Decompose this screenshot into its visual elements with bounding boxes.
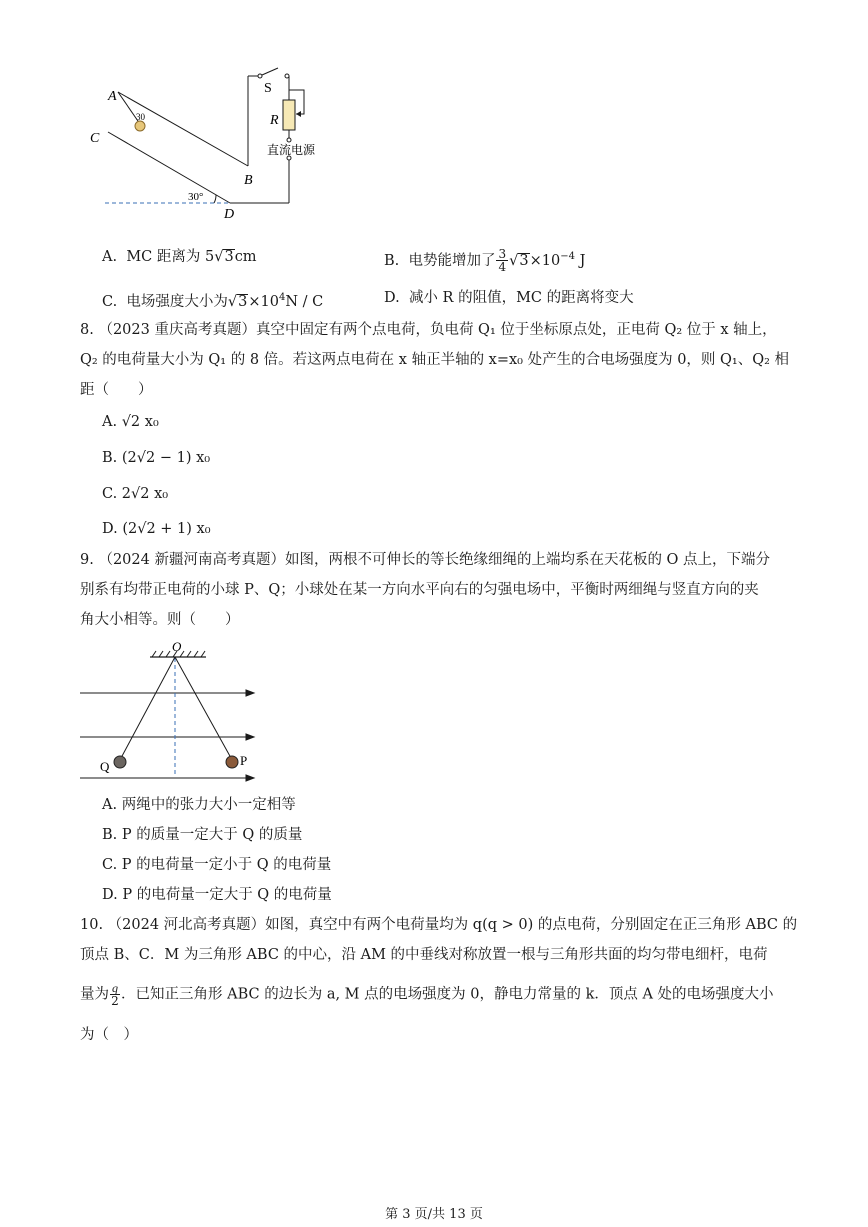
incline-cd bbox=[108, 132, 230, 203]
q10-stem-line3: 量为 $\frac{q}{2}$ ．已知正三角形 ABC 的边长为 a, M 点的电场强度为 0，静电力常量的 k．顶点 A 处的电场强度大小 bbox=[80, 981, 774, 1008]
q9-stem-line3: 角大小相等。则（ ） bbox=[80, 612, 240, 628]
q8-stem-line1: 8. （2023 重庆高考真题）真空中固定有两个点电荷，负电荷 Q₁ 位于坐标原点处，正电荷 Q₂ 位于 x 轴上， bbox=[80, 322, 777, 338]
figure-incline-circuit bbox=[80, 62, 340, 222]
label-p: P bbox=[240, 753, 248, 768]
q7-option-b: B. 电势能增加了 $\frac{3}{4}$ $√3\times 10^{-4}$ J bbox=[384, 247, 586, 275]
string-q bbox=[121, 657, 175, 758]
q8-option-d: D. (2√2 + 1) x₀ bbox=[102, 521, 211, 537]
source-terminal-top bbox=[287, 138, 291, 142]
label-c: C bbox=[90, 131, 100, 146]
ball-q bbox=[114, 756, 126, 768]
q9-stem-line1: 9. （2024 新疆河南高考真题）如图，两根不可伸长的等长绝缘细绳的上端均系在天花板的 O 点上，下端分 bbox=[80, 552, 771, 568]
figure-pendulums bbox=[78, 640, 268, 785]
q8-option-b: B. (2√2 − 1) x₀ bbox=[102, 450, 211, 466]
switch-contact-right bbox=[285, 74, 289, 78]
label-angle-bottom: 30° bbox=[188, 191, 204, 203]
label-s: S bbox=[264, 81, 272, 96]
q9-stem-line2: 别系有均带正电荷的小球 P、Q；小球处在某一方向水平向右的匀强电场中，平衡时两细绳与竖直方向的夹 bbox=[80, 582, 759, 598]
q8-option-c: C. 2√2 x₀ bbox=[102, 486, 169, 502]
q9-option-a: A. 两绳中的张力大小一定相等 bbox=[102, 797, 296, 813]
page-number: 第 3 页/共 13 页 bbox=[385, 1207, 483, 1222]
q10-stem-line4: 为（ ） bbox=[80, 1027, 138, 1043]
q9-option-d: D. P 的电荷量一定大于 Q 的电荷量 bbox=[102, 887, 332, 903]
q10-stem-line1: 10. （2024 河北高考真题）如图，真空中有两个电荷量均为 q(q > 0) 的点电荷，分别固定在正三角形 ABC 的 bbox=[80, 917, 798, 933]
label-r: R bbox=[270, 113, 279, 128]
q7-option-c: C. 电场强度大小为$√3\times 10^4N / C$ bbox=[102, 292, 324, 310]
q8-option-a: A. √2 x₀ bbox=[102, 414, 159, 430]
label-a: A bbox=[108, 89, 117, 104]
switch-blade bbox=[262, 68, 278, 75]
string-p bbox=[175, 657, 231, 758]
q7-option-a: A. MC 距离为 5√3cm bbox=[102, 249, 257, 265]
q8-stem-line2: Q₂ 的电荷量大小为 Q₁ 的 8 倍。若这两点电荷在 x 轴正半轴的 x=x₀ 处产生的合电场强度为 0，则 Q₁、Q₂ 相 bbox=[80, 352, 790, 368]
resistor bbox=[283, 100, 295, 130]
q9-option-c: C. P 的电荷量一定小于 Q 的电荷量 bbox=[102, 857, 332, 873]
q10-stem-line2: 顶点 B、C．M 为三角形 ABC 的中心，沿 AM 的中垂线对称放置一根与三角形共面的均匀带电细杆，电荷 bbox=[80, 947, 768, 963]
label-b: B bbox=[244, 173, 253, 188]
q7-option-d: D. 减小 R 的阻值，MC 的距离将变大 bbox=[384, 290, 634, 306]
q9-option-b: B. P 的质量一定大于 Q 的质量 bbox=[102, 827, 303, 843]
slider-arrow bbox=[296, 111, 301, 117]
label-angle-top: 30 bbox=[136, 112, 145, 122]
charged-ball bbox=[135, 121, 145, 131]
label-dc-source: 直流电源 bbox=[267, 143, 316, 157]
label-d: D bbox=[224, 207, 235, 222]
ball-p bbox=[226, 756, 238, 768]
label-q: Q bbox=[100, 759, 110, 774]
label-o: O bbox=[172, 640, 182, 654]
q8-stem-line3: 距（ ） bbox=[80, 382, 153, 398]
angle-arc bbox=[214, 195, 216, 203]
switch-contact-left bbox=[258, 74, 262, 78]
